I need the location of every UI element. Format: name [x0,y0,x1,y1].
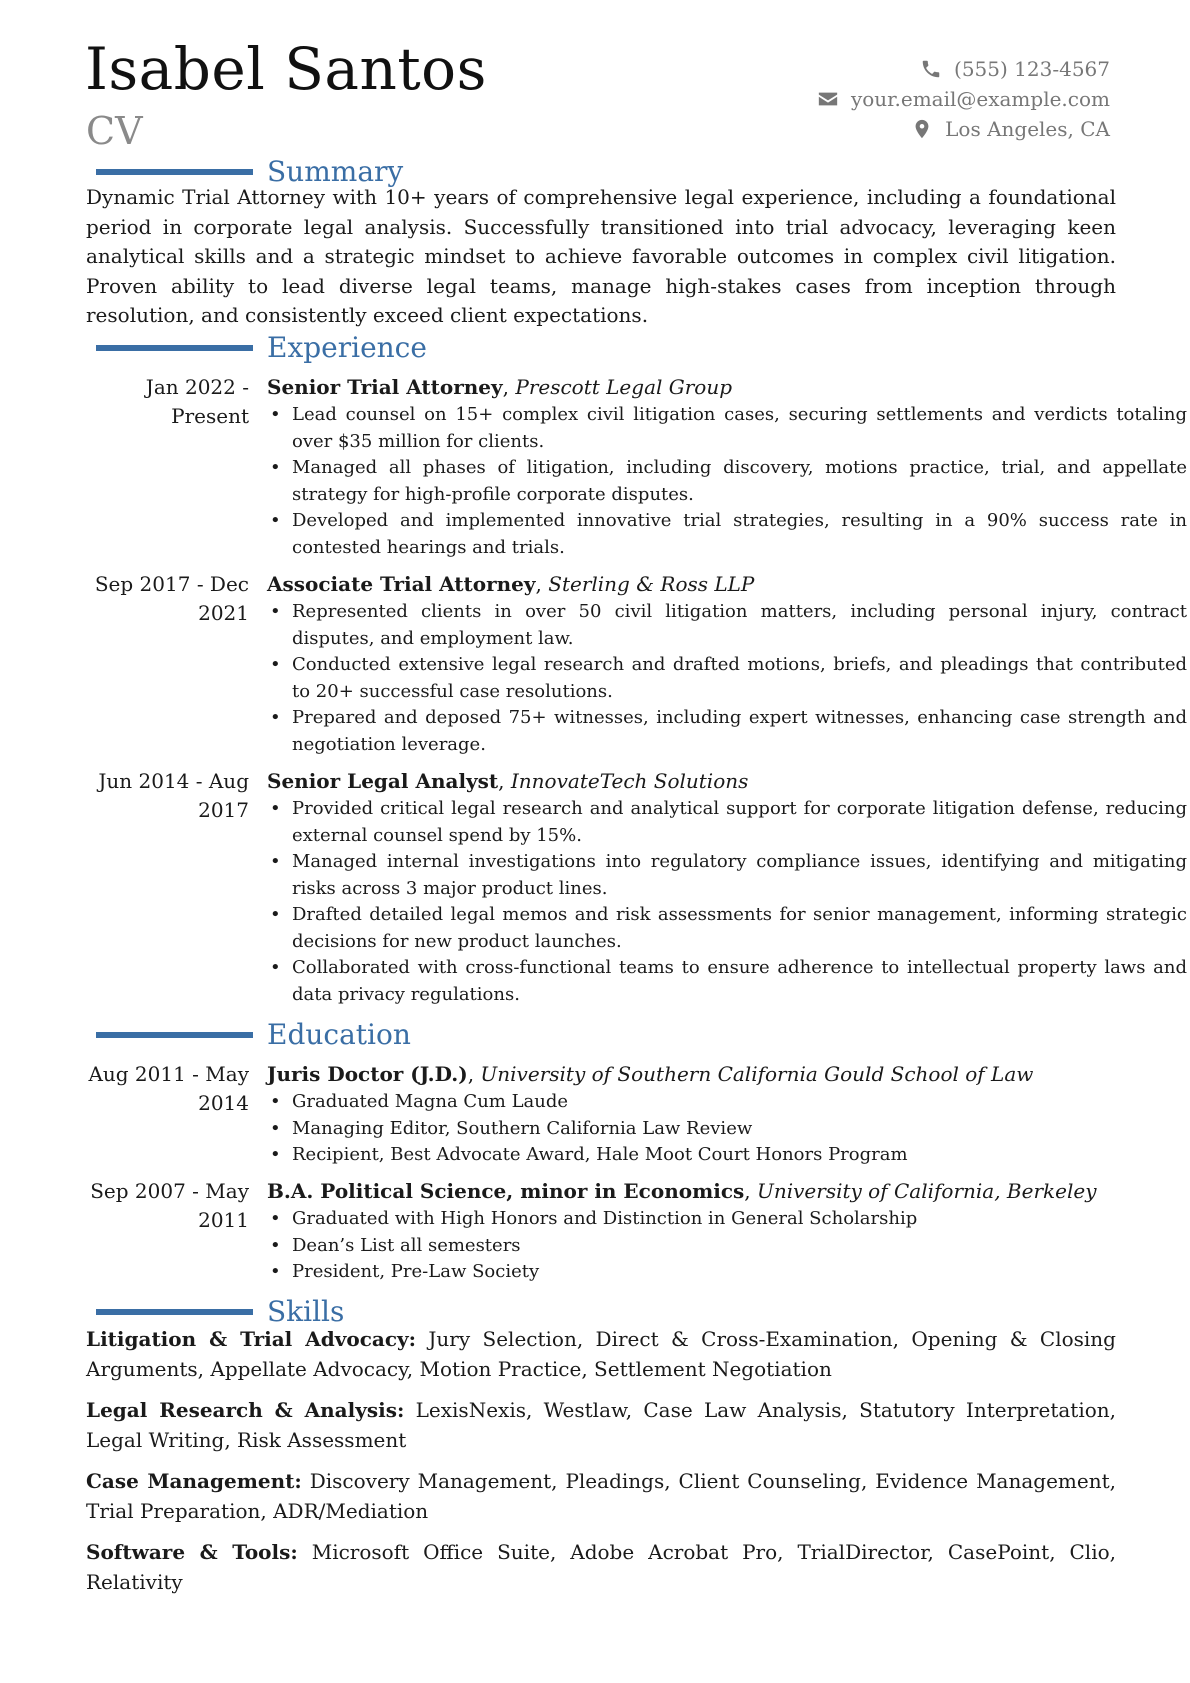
skill-label: Software & Tools: [86,1540,298,1564]
contact-phone [817,54,1110,84]
candidate-name: Isabel Santos [85,35,487,103]
bullet-list [267,1206,1187,1286]
employer: InnovateTech Solutions [510,769,749,793]
bullet-list [267,796,1187,1008]
entry-date: Aug 2011 - May 2014 [88,1062,249,1115]
map-pin-icon [911,118,933,140]
entry-body [267,570,1187,758]
entry-date: Jan 2022 - Present [145,375,249,428]
degree-title: Juris Doctor (J.D.) [267,1062,468,1086]
phone-text: (555) 123-4567 [954,57,1110,81]
skill-label: Case Management: [86,1469,302,1493]
list-item: • Represented clients in over 50 civil litigation matters, including personal injury, contract disputes, and employment law. [267,599,1187,652]
contact-block [817,54,1110,144]
list-item: • Prepared and deposed 75+ witnesses, including expert witnesses, enhancing case strength and negotiation leverage. [267,705,1187,758]
list-item: • Conducted extensive legal research and drafted motions, briefs, and pleadings that contributed to 20+ successful case resolutions. [267,652,1187,705]
list-item: • Developed and implemented innovative trial strategies, resulting in a 90% success rate in contested hearings and trials. [267,508,1187,561]
degree-title: B.A. Political Science, minor in Economics [267,1179,745,1203]
skill-group [86,1538,1116,1597]
skill-value: Microsoft Office Suite, Adobe Acrobat Pro, TrialDirector, CasePoint, Clio, Relativity [86,1540,1116,1594]
skill-value: LexisNexis, Westlaw, Case Law Analysis, Statutory Interpretation, Legal Writing, Risk Assessment [86,1398,1117,1452]
skill-value: Jury Selection, Direct & Cross-Examination, Opening & Closing Arguments, Appellate Advocacy, Motion Practice, Settlement Negotiation [86,1327,1116,1381]
employer: Prescott Legal Group [515,375,733,399]
section-title-skills: Skills [267,1295,345,1328]
bullet-list [267,402,1187,561]
section-title-summary: Summary [267,155,404,188]
list-item: • Collaborated with cross-functional teams to ensure adherence to intellectual property laws and data privacy regulations. [267,955,1187,1008]
document-subtitle: CV [86,109,143,153]
envelope-icon [817,88,839,110]
institution: University of California, Berkeley [757,1179,1097,1203]
email-text[interactable]: your.email@example.com [850,87,1110,111]
entry-date: Jun 2014 - Aug 2017 [98,769,249,822]
skill-group [86,1325,1116,1384]
list-item: • Lead counsel on 15+ complex civil litigation cases, securing settlements and verdicts totaling over $35 million for clients. [267,402,1187,455]
list-item: • Graduated Magna Cum Laude [267,1089,1187,1116]
section-divider [96,1032,253,1038]
bullet-list [267,1089,1187,1169]
entry-date: Sep 2017 - Dec 2021 [94,572,249,625]
list-item: • Managed internal investigations into regulatory compliance issues, identifying and mitigating risks across 3 major product lines. [267,849,1187,902]
skill-group [86,1467,1116,1526]
list-item: • Managing Editor, Southern California Law Review [267,1116,1187,1143]
entry-heading: Senior Trial Attorney, Prescott Legal Group [267,375,733,399]
section-divider [96,169,253,175]
skills-list [86,1325,1116,1609]
skill-value: Discovery Management, Pleadings, Client Counseling, Evidence Management, Trial Preparation, ADR/Mediation [86,1469,1116,1523]
section-divider [96,345,253,351]
list-item: • Dean’s List all semesters [267,1233,1187,1260]
location-text: Los Angeles, CA [945,117,1110,141]
list-item: • Managed all phases of litigation, including discovery, motions practice, trial, and appellate strategy for high-profile corporate disputes. [267,455,1187,508]
section-header-education [96,1017,411,1053]
contact-email[interactable] [817,84,1110,114]
list-item: • Drafted detailed legal memos and risk assessments for senior management, informing strategic decisions for new product launches. [267,902,1187,955]
entry-body [267,373,1187,561]
phone-icon [920,58,942,80]
list-item: • Recipient, Best Advocate Award, Hale Moot Court Honors Program [267,1142,1187,1169]
list-item: • President, Pre-Law Society [267,1259,1187,1286]
entry-date: Sep 2007 - May 2011 [90,1179,249,1232]
list-item: • Graduated with High Honors and Distinction in General Scholarship [267,1206,1187,1233]
summary-text: Dynamic Trial Attorney with 10+ years of comprehensive legal experience, including a foundational period in corporate legal analysis. Successfully transitioned into trial advocacy, leveraging keen analytical skills and a strategic mindset to achieve favorable outcomes in complex civil litigation. Proven ability to lead diverse legal teams, manage high-stakes cases from inception through resolution, and consistently exceed client expectations. [86,185,1116,327]
list-item: • Provided critical legal research and analytical support for corporate litigation defense, reducing external counsel spend by 15%. [267,796,1187,849]
employer: Sterling & Ross LLP [548,572,755,596]
section-title-education: Education [267,1018,411,1051]
contact-location [817,114,1110,144]
section-divider [96,1309,253,1315]
entry-body [267,767,1187,1008]
section-header-experience [96,330,427,366]
skill-label: Litigation & Trial Advocacy: [86,1327,417,1351]
skill-label: Legal Research & Analysis: [86,1398,405,1422]
entry-heading: Senior Legal Analyst, InnovateTech Solutions [267,769,749,793]
skill-group [86,1396,1116,1455]
job-title: Senior Trial Attorney [267,375,503,399]
section-title-experience: Experience [267,331,427,364]
job-title: Associate Trial Attorney [267,572,536,596]
entry-body [267,1060,1187,1169]
institution: University of Southern California Gould School of Law [480,1062,1034,1086]
entry-heading: Juris Doctor (J.D.), University of Southern California Gould School of Law [267,1062,1034,1086]
job-title: Senior Legal Analyst [267,769,499,793]
entry-body [267,1177,1187,1286]
bullet-list [267,599,1187,758]
entry-heading: B.A. Political Science, minor in Economics, University of California, Berkeley [267,1179,1097,1203]
entry-heading: Associate Trial Attorney, Sterling & Ross LLP [267,572,755,596]
